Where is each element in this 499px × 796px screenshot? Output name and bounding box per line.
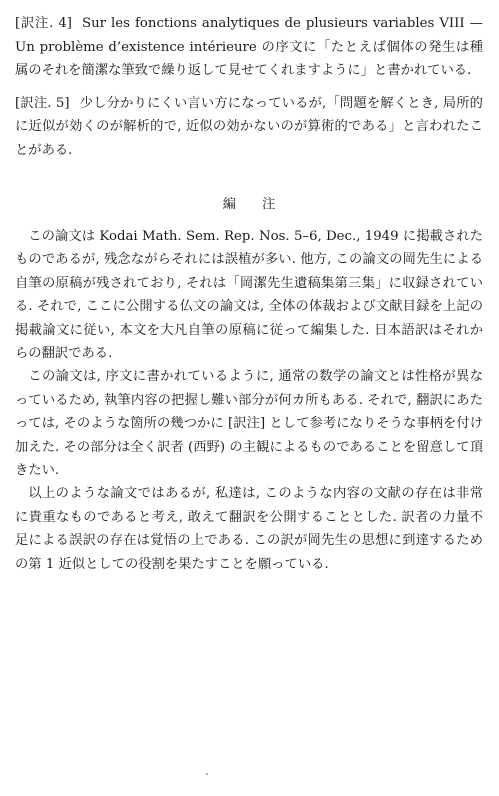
note-tag: [訳注. 5]	[15, 95, 70, 111]
section-heading	[15, 193, 483, 212]
paragraph-1: この論文は Kodai Math. Sem. Rep. Nos. 5–6, Dec., 1949 に掲載されたものであるが, 残念ながらそれには誤植が多い. 他方, この論文の岡先生による自筆の原稿が残されており, それは「岡潔先生遺稿集第三集」に収録されている. それで, ここに公開する仏文の論文は, 全体の体裁および文献目録を上記の掲載論文に従い, 本文を大凡自筆の原稿に従って編集した. 日本語訳はそれからの翻訳である.	[15, 229, 483, 362]
heading-char-right: 注	[262, 197, 276, 212]
note-text: Sur les fonctions analytiques de plusieurs variables VIII — Un problème d’existence intérieure の序文に「たとえば個体の発生は種属のそれを簡潔な筆致で繰り返して見せてくれますように」と書かれている.	[15, 16, 483, 78]
note-text: 少し分かりにくい言い方になっているが,「問題を解くとき, 局所的に近似が効くのが解析的で, 近似の効かないのが算術的である」と言われたことがある.	[15, 95, 483, 158]
paragraph-3: 以上のような論文ではあるが, 私達は, このような内容の文献の存在は非常に貴重なものであると考え, 敢えて翻訳を公開することとした. 訳者の力量不足による誤訳の存在は覚悟の上である. この訳が岡先生の思想に到達するための第 1 近似としての役割を果たすことを願っている.	[15, 486, 483, 572]
note-tag: [訳注. 4]	[15, 16, 72, 31]
translator-note-4	[15, 12, 483, 83]
scan-speck	[206, 773, 208, 775]
paragraph-2: この論文は, 序文に書かれているように, 通常の数学の論文とは性格が異なっているため, 執筆内容の把握し難い部分が何カ所もある. それで, 翻訳にあたっては, そのような箇所の幾つかに [訳注] として参考になりそうな事柄を付け加えた. その部分は全く訳者 (西野) の主観によるものであることを留意して頂きたい.	[15, 369, 483, 479]
heading-char-left: 編	[222, 197, 236, 212]
translator-note-5	[15, 92, 483, 163]
page-content	[15, 12, 483, 576]
